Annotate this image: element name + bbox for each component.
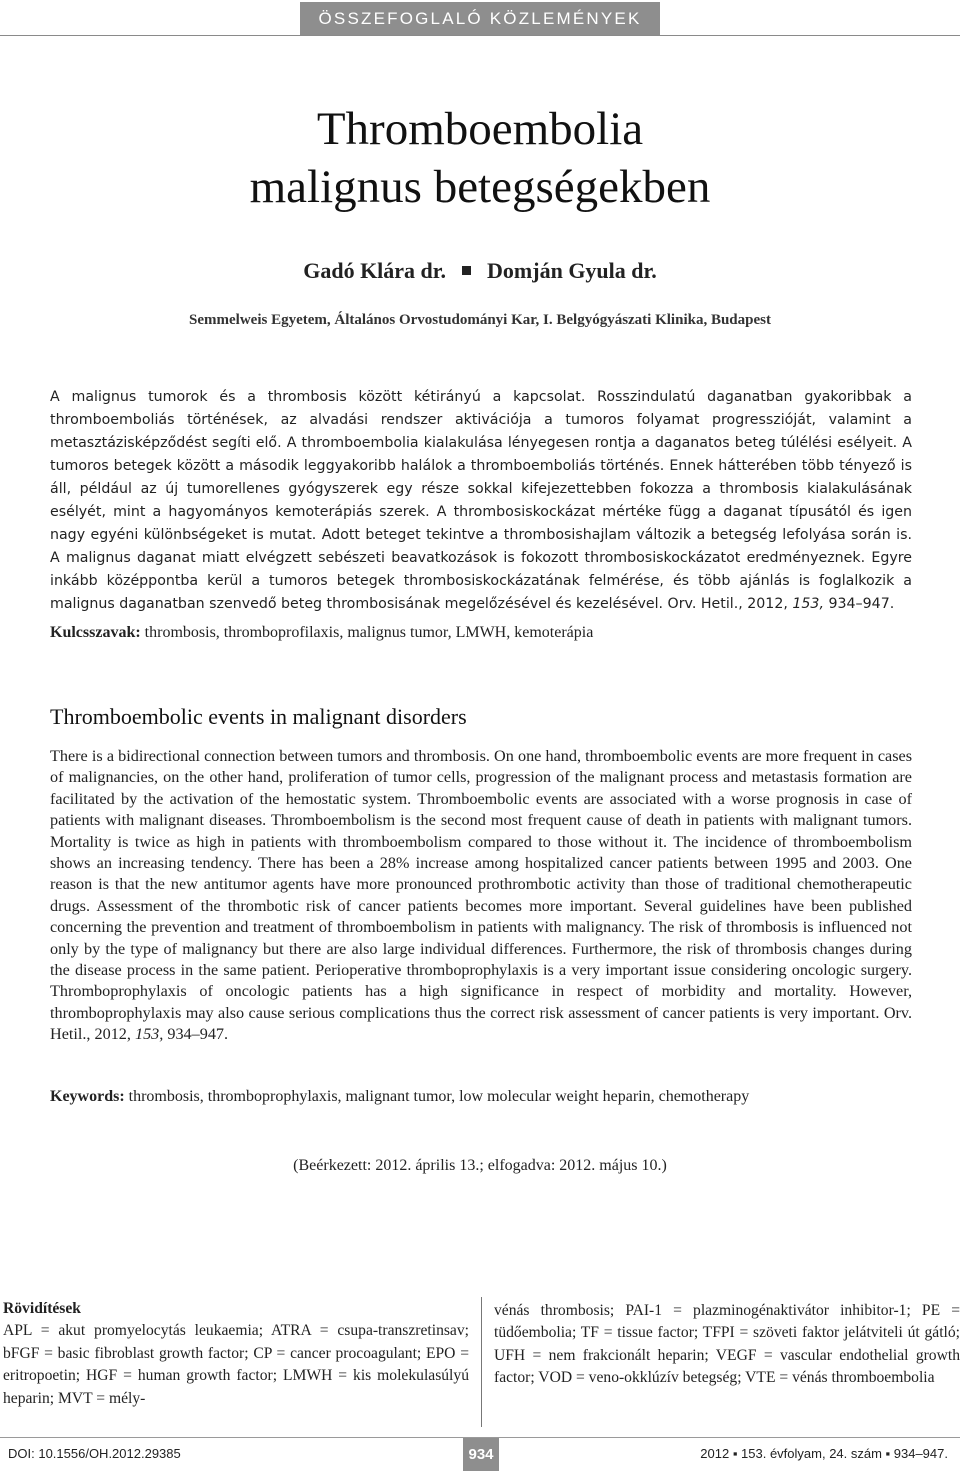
column-divider [481,1297,482,1427]
english-title: Thromboembolic events in malignant disorders [50,704,467,729]
abstract-en-citation-volume: 153, [134,1025,164,1044]
journal-issue: 2012 ▪ 153. évfolyam, 24. szám ▪ 934–947. [700,1446,948,1461]
keywords-hu-text: thrombosis, thromboprofilaxis, malignus tumor, LMWH, kemoterápia [140,624,594,641]
abstract-hu-citation-volume: 153, [792,596,824,612]
keywords-hu-label: Kulcsszavak: [50,624,141,641]
abstract-en-citation-post: 934–947. [163,1025,229,1044]
article-title [0,100,960,216]
title-line-2: malignus betegségekben [249,161,711,213]
abstract-hu-citation-post: 934–947. [823,596,895,612]
received-dates: (Beérkezett: 2012. április 13.; elfogadva: 2012. május 10.) [293,1157,667,1174]
abstract-hu-text: A malignus tumorok és a thrombosis között kétirányú a kapcsolat. Rosszindulatú daganatban gyakoribbak a thromboemboliás történések, az alvadási rendszer aktivációja a tumoros folyamat progresszióját, valamint a metasztázisképződést segíti elő. A thromboembolia kialakulása lényegesen rontja a daganatos beteg túlélési esélyeit. A tumoros betegek között a második leggyakoribb halálok a thromboemboliás történés. Ennek hátterében több tényező is áll, például az új tumorellenes gyógyszerek egy része sokkal kifejezettebben fokozza a thrombosis kialakulásának esélyét, mint a hagyományos kemoterápiás szerek. A thrombosiskockázat mértéke függ a daganat típusától és igen nagy egyéni különbségeket is mutat. Adott beteget tekintve a thrombosishajlam változik a betegség lefolyása során is. A malignus daganat miatt elvégzett sebészeti beavatkozások is fokozott thrombosiskockázatot eredményeznek. Egyre inkább középpontba kerül a tumoros betegek thrombosiskockázatának felmérése, és több ajánlás is foglalkozik a malignus daganatban szenvedő beteg thrombosisának megelőzésével és kezelésével. [50,389,912,612]
bullet-separator-icon [462,266,471,275]
header-rule [0,35,960,36]
affiliation: Semmelweis Egyetem, Általános Orvostudományi Kar, I. Belgyógyászati Klinika, Budapest [189,312,771,328]
section-header: ÖSSZEFOGLALÓ KÖZLEMÉNYEK [300,2,660,35]
page-number: 934 [463,1438,499,1471]
abstract-english [50,746,912,1046]
keywords-en-text: thrombosis, thromboprophylaxis, malignant tumor, low molecular weight heparin, chemotherapy [124,1088,750,1105]
abbreviations-right [494,1300,960,1390]
author-1: Gadó Klára dr. [303,258,447,283]
abstract-en-text: There is a bidirectional connection between tumors and thrombosis. On one hand, thromboembolic events are more frequent in cases of malignancies, on the other hand, proliferation of tumor cells, progression of the malignant process and metastasis formation are facilitated by the activation of the hemostatic system. Thromboembolic events are associated with a worse prognosis in case of patients with malignant diseases. Thromboembolism is the second most frequent cause of death in patients with malignant tumors. Mortality is twice as high in patients with thromboembolism compared to those without it. The incidence of thromboembolism shows an increasing tendency. There has been a 28% increase among hospitalized cancer patients between 1995 and 2003. One reason is that the new antitumor agents have more pronounced prothrombotic activity than those of traditional chemotherapeutic drugs. Assessment of the thrombotic risk of cancer patients becomes more important. Several guidelines have been published concerning the prevention and treatment of thromboembolism in patients with malignancy. The risk of thrombosis is influenced not only by the type of malignancy but there are also large individual differences. Furthermore, the risk of thrombosis changes during the disease process in the same patient. Perioperative thromboprophylaxis is a very important issue considering oncologic surgery. Thromboprophylaxis of oncologic patients has a high significance in respect of morbidity and mortality. However, thromboprophylaxis may also cause serious complications thus the correct risk assessment of cancer patients is very important. [50,747,912,1022]
page-footer [0,1437,960,1471]
abbreviations-heading: Rövidítések [3,1300,81,1317]
author-2: Domján Gyula dr. [487,258,657,283]
abstract-hu-citation-pre: Orv. Hetil., 2012, [663,596,793,612]
keywords-hungarian [50,624,912,642]
keywords-english [50,1088,912,1106]
title-line-1: Thromboembolia [316,103,644,155]
abbreviations-left [3,1298,469,1410]
abstract-hungarian [50,386,912,616]
abbreviations-left-text: APL = akut promyelocytás leukaemia; ATRA = csupa-transzretinsav; bFGF = basic fibroblast growth factor; CP = cancer procoagulant; EPO = eritropoetin; HGF = human growth factor; LMWH = kis molekulasúlyú heparin; MVT = mély- [3,1322,469,1407]
keywords-en-label: Keywords: [50,1088,125,1105]
authors [0,258,960,284]
abbreviations-right-text: vénás thrombosis; PAI-1 = plazminogénaktivátor inhibitor-1; PE = tüdőembolia; TF = tissue factor; TFPI = szöveti faktor jelátviteli út gátló; UFH = nem frakcionált heparin; VEGF = vascular endothelial growth factor; VOD = veno-okklúzív betegség; VTE = vénás thromboembolia [494,1302,960,1387]
doi-link[interactable]: DOI: 10.1556/OH.2012.29385 [8,1446,181,1461]
abstract-en-citation-pre: Orv. Hetil., 2012, [50,1003,912,1044]
